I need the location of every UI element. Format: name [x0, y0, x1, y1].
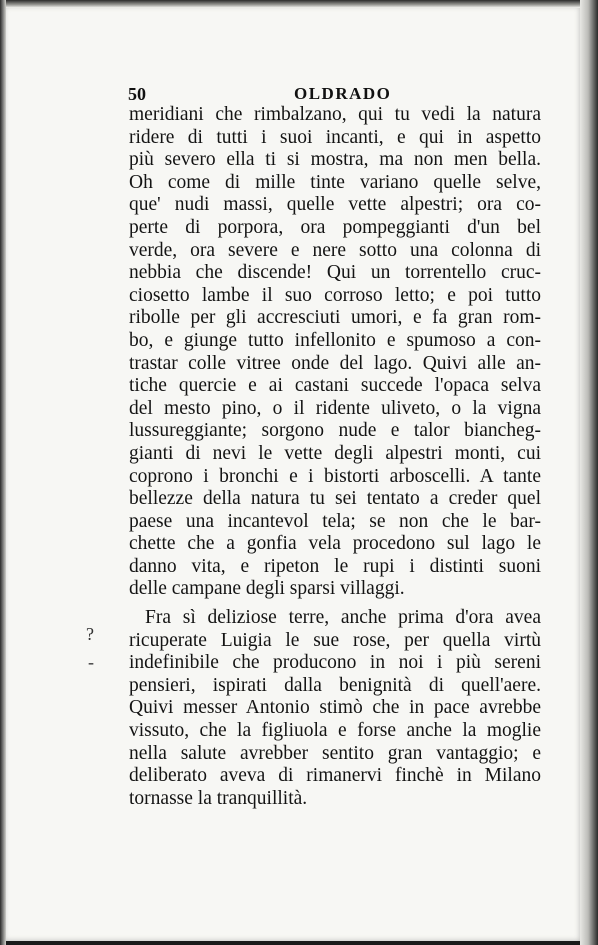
text-line: delle campane degli sparsi villaggi. — [129, 578, 405, 600]
text-line: nella salute avrebber sentito gran vantaggio; e — [129, 742, 541, 764]
text-line: nebbia che discende! Qui un torrentello cruc- — [129, 262, 541, 284]
text-line: Quivi messer Antonio stimò che in pace avrebbe — [129, 697, 541, 719]
marginal-mark: ? — [86, 624, 94, 644]
text-line: vissuto, che la figliuola e forse anche la moglie — [129, 720, 541, 742]
text-line: ribolle per gli accresciuti umori, e fa gran rom- — [129, 307, 541, 329]
text-line: tiche quercie e ai castani succede l'opaca selva — [129, 375, 541, 397]
text-line: ciosetto lambe il suo corroso letto; e poi tutto — [129, 284, 541, 306]
text-line: tornasse la tranquillità. — [129, 787, 308, 809]
text-line: bo, e giunge tutto infellonito e spumoso a con- — [129, 329, 541, 351]
text-line: gianti di nevi le vette degli alpestri monti, cui — [129, 442, 541, 464]
text-line: coprono i bronchi e i bistorti arboscelli. A tante — [129, 465, 541, 487]
page-edge-left — [0, 0, 6, 945]
text-line: del mesto pino, o il ridente uliveto, o la vigna — [129, 397, 541, 419]
page-edge-top — [0, 0, 598, 8]
text-line: meridiani che rimbalzano, qui tu vedi la natura — [129, 104, 541, 125]
text-line: pensieri, ispirati dalla benignità di quell'aere. — [129, 674, 541, 696]
text-line: lussureggiante; sorgono nude e talor biancheg- — [129, 420, 541, 442]
text-line: deliberato aveva di rimanervi finchè in Milano — [129, 765, 541, 787]
page-number: 50 — [128, 84, 146, 104]
text-line: Fra sì deliziose terre, anche prima d'ora avea — [145, 607, 541, 629]
text-line: chette che a gonfia vela procedono sul lago le — [129, 533, 541, 555]
text-line: bellezze della natura tu sei tentato a creder quel — [129, 488, 541, 510]
text-line: verde, ora severe e nere sotto una colonna di — [129, 239, 541, 261]
page-header — [128, 84, 540, 106]
text-line: più severo ella ti si mostra, ma non men bella. — [129, 149, 541, 171]
text-line: que' nudi massi, quelle vette alpestri; ora co- — [129, 194, 541, 216]
text-body — [129, 104, 541, 810]
page-edge-right — [580, 0, 598, 945]
running-head: OLDRADO — [294, 84, 392, 103]
text-line: ricuperate Luigia le sue rose, per quella virtù — [129, 629, 541, 651]
text-line: danno vita, e ripeton le rupi i distinti suoni — [129, 555, 541, 577]
text-line: perte di porpora, ora pompeggianti d'un bel — [129, 216, 541, 238]
text-line: paese una incantevol tela; se non che le bar- — [129, 510, 541, 532]
marginal-mark: - — [88, 652, 94, 672]
text-line: indefinibile che producono in noi i più sereni — [129, 652, 541, 674]
text-line: Oh come di mille tinte variano quelle selve, — [129, 171, 541, 193]
text-line: trastar colle vitree onde del lago. Quivi alle an- — [129, 352, 541, 374]
text-line: ridere di tutti i suoi incanti, e qui in aspetto — [129, 126, 541, 148]
